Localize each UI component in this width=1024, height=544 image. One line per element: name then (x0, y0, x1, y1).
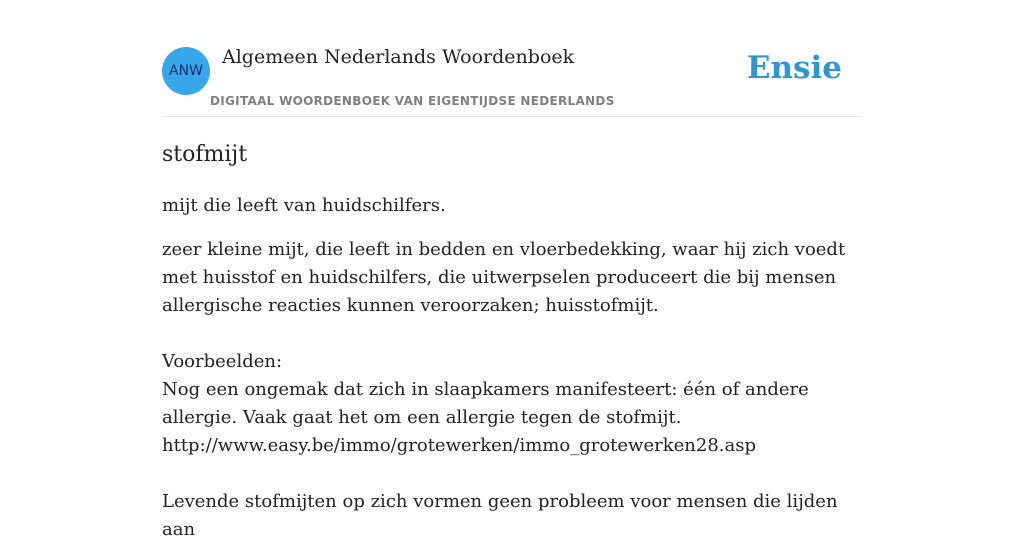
anw-logo[interactable] (162, 47, 210, 95)
example-1-source: http://www.easy.be/immo/grotewerken/immo_grotewerken28.asp (162, 435, 756, 456)
dictionary-entry (162, 140, 862, 544)
logo-text: ANW (169, 63, 203, 79)
example-1-text: Nog een ongemak dat zich in slaapkamers manifesteert: één of andere allergie. Vaak gaat het om een allergie tegen de stofmijt. (162, 379, 809, 428)
site-header (162, 0, 862, 117)
entry-word: stofmijt (162, 142, 248, 167)
examples-label: Voorbeelden: (162, 351, 283, 372)
page (162, 0, 862, 540)
example-2-text: Levende stofmijten op zich vormen geen probleem voor mensen die lijden aan (162, 491, 838, 540)
entry-definition: mijt die leeft van huidschilfers. (162, 195, 446, 216)
ensie-brand-link[interactable]: Ensie (746, 50, 842, 86)
example-2 (162, 488, 862, 544)
site-title[interactable]: Algemeen Nederlands Woordenboek (222, 46, 575, 68)
entry-description: zeer kleine mijt, die leeft in bedden en vloerbedekking, waar hij zich voedt met huisstof en huidschilfers, die uitwerpselen produceert die bij mensen allergische reacties kunnen veroorzaken; huisstofmijt. (162, 239, 846, 316)
site-subtitle: DIGITAAL WOORDENBOEK VAN EIGENTIJDSE NEDERLANDS (210, 94, 615, 108)
example-1 (162, 376, 862, 460)
